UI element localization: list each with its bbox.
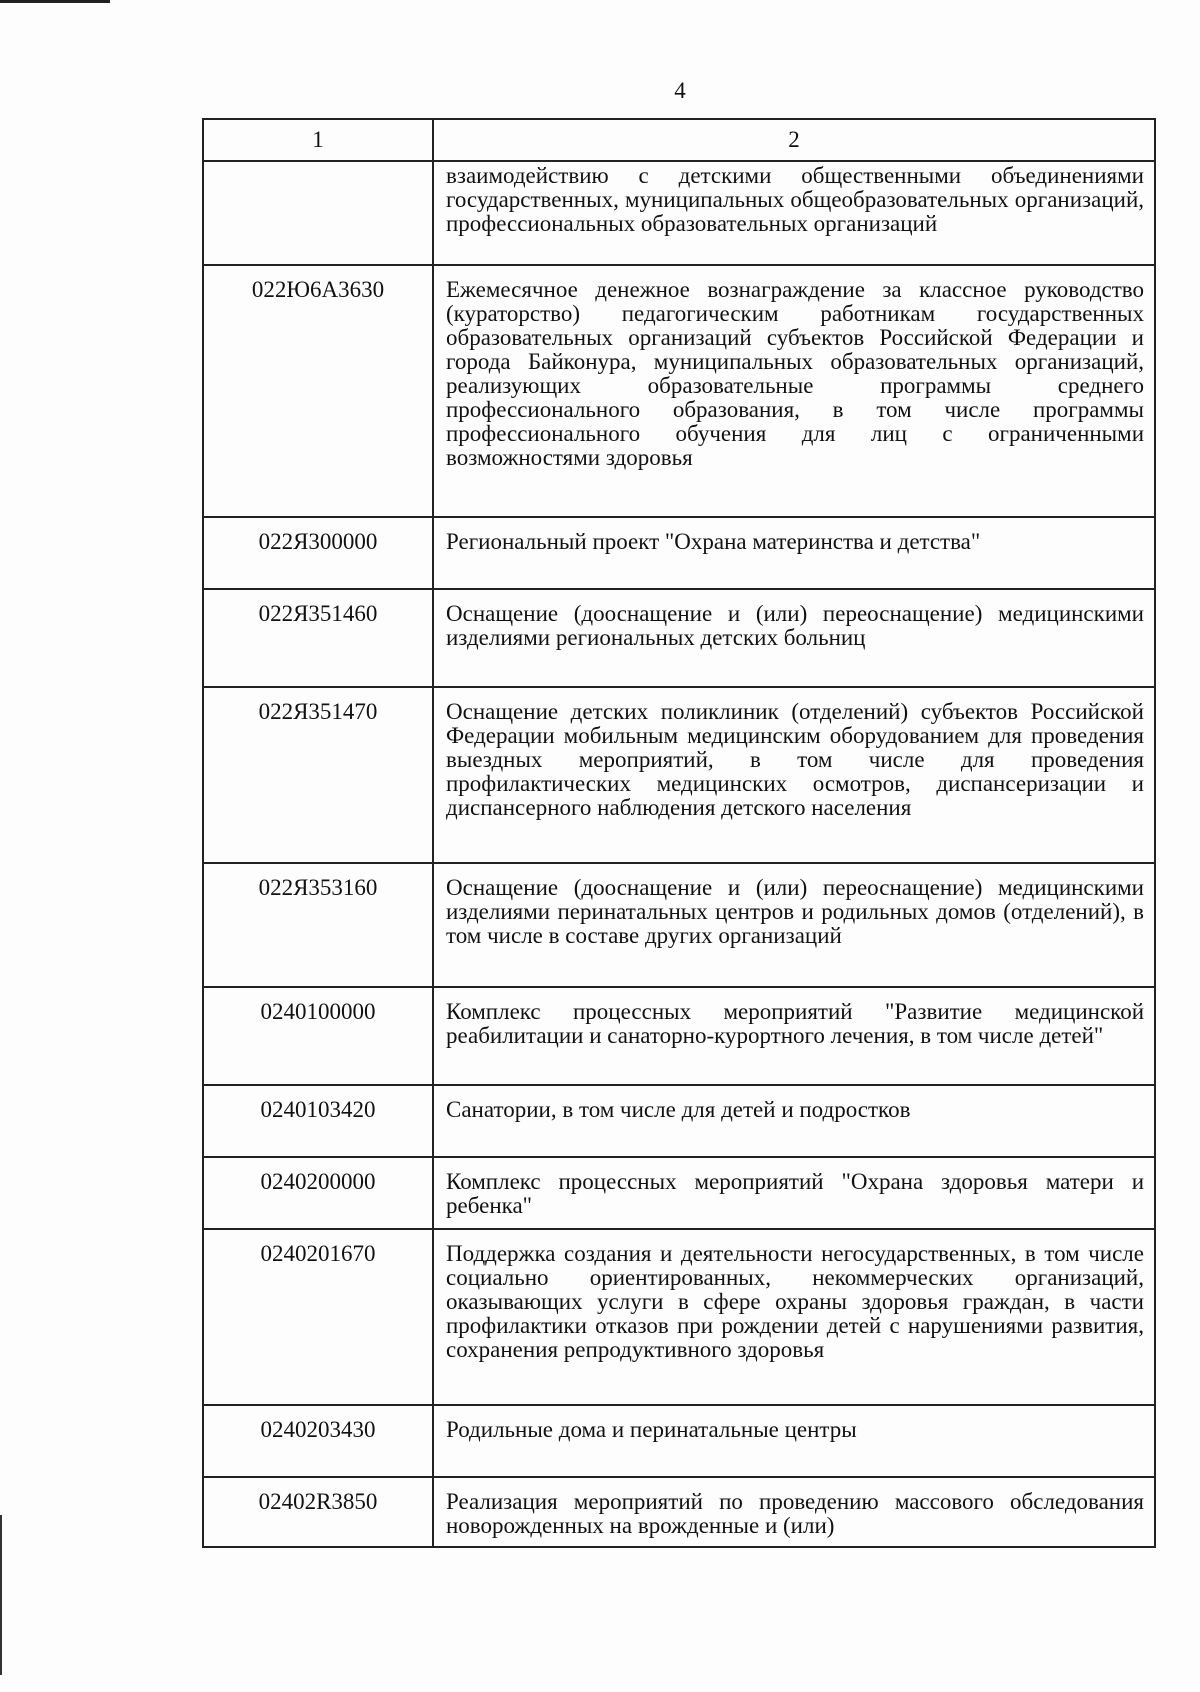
table-row bbox=[203, 161, 1155, 265]
row-description: Комплекс процессных мероприятий "Охрана здоровья матери и ребенка" bbox=[433, 1157, 1155, 1229]
row-code: 0240200000 bbox=[203, 1157, 433, 1229]
table-row bbox=[203, 987, 1155, 1085]
row-description: Комплекс процессных мероприятий "Развитие медицинской реабилитации и санаторно-курортного лечения, в том числе детей" bbox=[433, 987, 1155, 1085]
scan-margin-line bbox=[0, 1515, 2, 1675]
table-row bbox=[203, 589, 1155, 687]
scan-corner-mark bbox=[0, 0, 110, 3]
row-description: Реализация мероприятий по проведению массового обследования новорожденных на врожденные и (или) bbox=[433, 1477, 1155, 1547]
row-description: Региональный проект "Охрана материнства и детства" bbox=[433, 517, 1155, 589]
row-description: Ежемесячное денежное вознаграждение за классное руководство (кураторство) педагогическим работникам государственных образовательных организаций субъектов Российской Федерации и города Байконура, муниципальных образовательных организаций, реализующих образовательные программы среднего профессионального образования, в том числе программы профессионального обучения для лиц с ограниченными возможностями здоровья bbox=[433, 265, 1155, 517]
row-description: Поддержка создания и деятельности негосударственных, в том числе социально ориентированных, некоммерческих организаций, оказывающих услуги в сфере охраны здоровья граждан, в части профилактики отказов при рождении детей с нарушениями развития, сохранения репродуктивного здоровья bbox=[433, 1229, 1155, 1405]
table-row bbox=[203, 863, 1155, 987]
row-code: 022Ю6А3630 bbox=[203, 265, 433, 517]
table-row bbox=[203, 265, 1155, 517]
table-row bbox=[203, 1229, 1155, 1405]
classification-table bbox=[202, 118, 1156, 1548]
row-description: Родильные дома и перинатальные центры bbox=[433, 1405, 1155, 1477]
row-code bbox=[203, 161, 433, 265]
page-number: 4 bbox=[674, 78, 686, 103]
row-code: 022Я353160 bbox=[203, 863, 433, 987]
table-row bbox=[203, 1477, 1155, 1547]
row-code: 0240201670 bbox=[203, 1229, 433, 1405]
table-row bbox=[203, 1085, 1155, 1157]
table-header-row bbox=[203, 119, 1155, 161]
table-row bbox=[203, 1157, 1155, 1229]
table-row bbox=[203, 687, 1155, 863]
column-header-2: 2 bbox=[433, 119, 1155, 161]
row-description: Оснащение (дооснащение и (или) переоснащение) медицинскими изделиями перинатальных центров и родильных домов (отделений), в том числе в составе других организаций bbox=[433, 863, 1155, 987]
row-code: 022Я300000 bbox=[203, 517, 433, 589]
row-description: Оснащение детских поликлиник (отделений) субъектов Российской Федерации мобильным медицинским оборудованием для проведения выездных мероприятий, в том числе для проведения профилактических медицинских осмотров, диспансеризации и диспансерного наблюдения детского населения bbox=[433, 687, 1155, 863]
row-code: 022Я351470 bbox=[203, 687, 433, 863]
row-code: 02402R3850 bbox=[203, 1477, 433, 1547]
row-code: 0240203430 bbox=[203, 1405, 433, 1477]
row-description: Оснащение (дооснащение и (или) переоснащение) медицинскими изделиями региональных детских больниц bbox=[433, 589, 1155, 687]
row-description: Санатории, в том числе для детей и подростков bbox=[433, 1085, 1155, 1157]
column-header-1: 1 bbox=[203, 119, 433, 161]
row-code: 0240103420 bbox=[203, 1085, 433, 1157]
row-description: взаимодействию с детскими общественными объединениями государственных, муниципальных общеобразовательных организаций, профессиональных образовательных организаций bbox=[433, 161, 1155, 265]
table-row bbox=[203, 517, 1155, 589]
row-code: 022Я351460 bbox=[203, 589, 433, 687]
row-code: 0240100000 bbox=[203, 987, 433, 1085]
table-row bbox=[203, 1405, 1155, 1477]
